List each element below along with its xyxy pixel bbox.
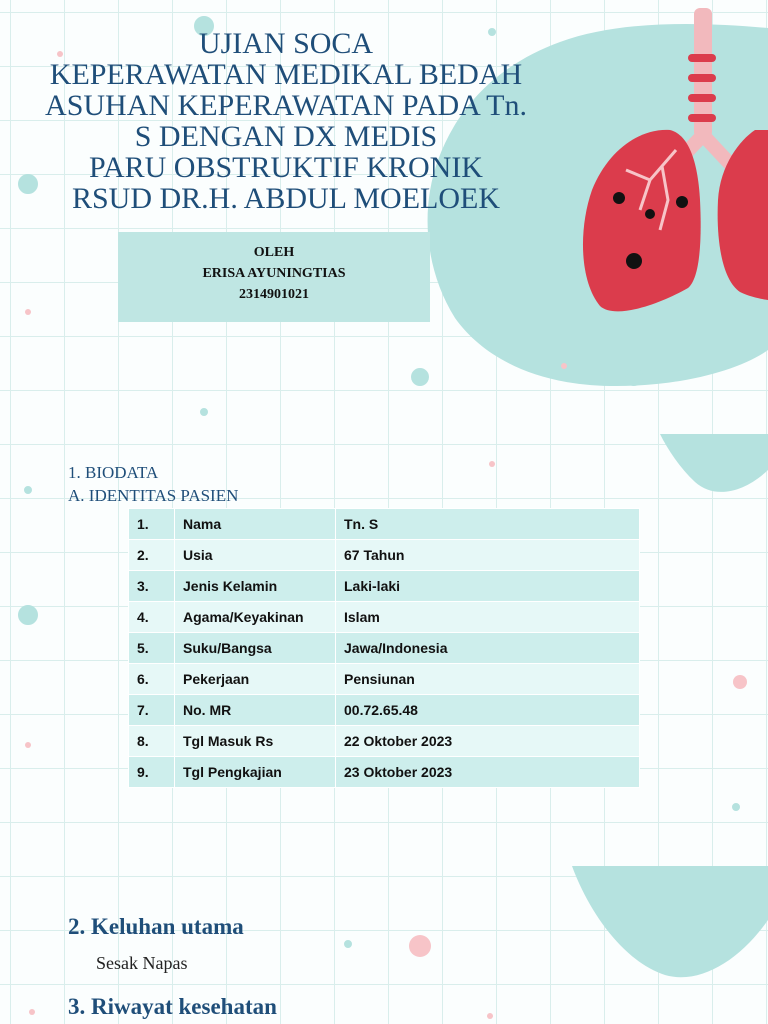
row-field: Tgl Masuk Rs bbox=[175, 726, 336, 757]
title-line: S DENGAN DX MEDIS bbox=[134, 120, 438, 153]
biodata-heading: 1. BIODATA bbox=[68, 463, 159, 482]
row-value: Islam bbox=[336, 602, 640, 633]
row-field: No. MR bbox=[175, 695, 336, 726]
table-row bbox=[129, 509, 640, 540]
identity-subheading: A. IDENTITAS PASIEN bbox=[68, 486, 239, 505]
author-name: ERISA AYUNINGTIAS bbox=[202, 266, 346, 281]
page-title bbox=[0, 28, 572, 214]
row-number: 8. bbox=[129, 726, 175, 757]
row-number: 9. bbox=[129, 757, 175, 788]
row-number: 4. bbox=[129, 602, 175, 633]
title-line: KEPERAWATAN MEDIKAL BEDAH bbox=[49, 58, 523, 91]
row-number: 1. bbox=[129, 509, 175, 540]
title-line: ASUHAN KEPERAWATAN PADA Tn. bbox=[45, 89, 527, 122]
row-field: Pekerjaan bbox=[175, 664, 336, 695]
row-number: 5. bbox=[129, 633, 175, 664]
table-row bbox=[129, 757, 640, 788]
row-number: 6. bbox=[129, 664, 175, 695]
row-value: Pensiunan bbox=[336, 664, 640, 695]
row-field: Nama bbox=[175, 509, 336, 540]
row-field: Suku/Bangsa bbox=[175, 633, 336, 664]
author-label: OLEH bbox=[253, 245, 295, 260]
row-value: Laki-laki bbox=[336, 571, 640, 602]
row-field: Agama/Keyakinan bbox=[175, 602, 336, 633]
author-id: 2314901021 bbox=[239, 287, 309, 302]
teal-blob-bottom bbox=[572, 866, 768, 977]
table-row bbox=[129, 633, 640, 664]
row-value: 00.72.65.48 bbox=[336, 695, 640, 726]
table-row bbox=[129, 571, 640, 602]
keluhan-text: Sesak Napas bbox=[96, 953, 188, 973]
row-field: Jenis Kelamin bbox=[175, 571, 336, 602]
title-line: UJIAN SOCA bbox=[198, 28, 374, 60]
row-value: Jawa/Indonesia bbox=[336, 633, 640, 664]
table-row bbox=[129, 664, 640, 695]
row-number: 2. bbox=[129, 540, 175, 571]
row-value: 22 Oktober 2023 bbox=[336, 726, 640, 757]
table-row bbox=[129, 695, 640, 726]
row-value: Tn. S bbox=[336, 509, 640, 540]
table-row bbox=[129, 726, 640, 757]
identity-table bbox=[128, 508, 640, 788]
table-row bbox=[129, 540, 640, 571]
row-value: 67 Tahun bbox=[336, 540, 640, 571]
row-value: 23 Oktober 2023 bbox=[336, 757, 640, 788]
row-field: Usia bbox=[175, 540, 336, 571]
row-number: 7. bbox=[129, 695, 175, 726]
teal-blob-middle bbox=[660, 434, 768, 492]
row-number: 3. bbox=[129, 571, 175, 602]
author-box bbox=[118, 232, 430, 322]
table-row bbox=[129, 602, 640, 633]
row-field: Tgl Pengkajian bbox=[175, 757, 336, 788]
keluhan-heading: 2. Keluhan utama bbox=[68, 914, 244, 939]
title-line: PARU OBSTRUKTIF KRONIK bbox=[89, 151, 483, 184]
riwayat-heading: 3. Riwayat kesehatan bbox=[68, 994, 277, 1019]
title-line: RSUD DR.H. ABDUL MOELOEK bbox=[71, 182, 501, 214]
